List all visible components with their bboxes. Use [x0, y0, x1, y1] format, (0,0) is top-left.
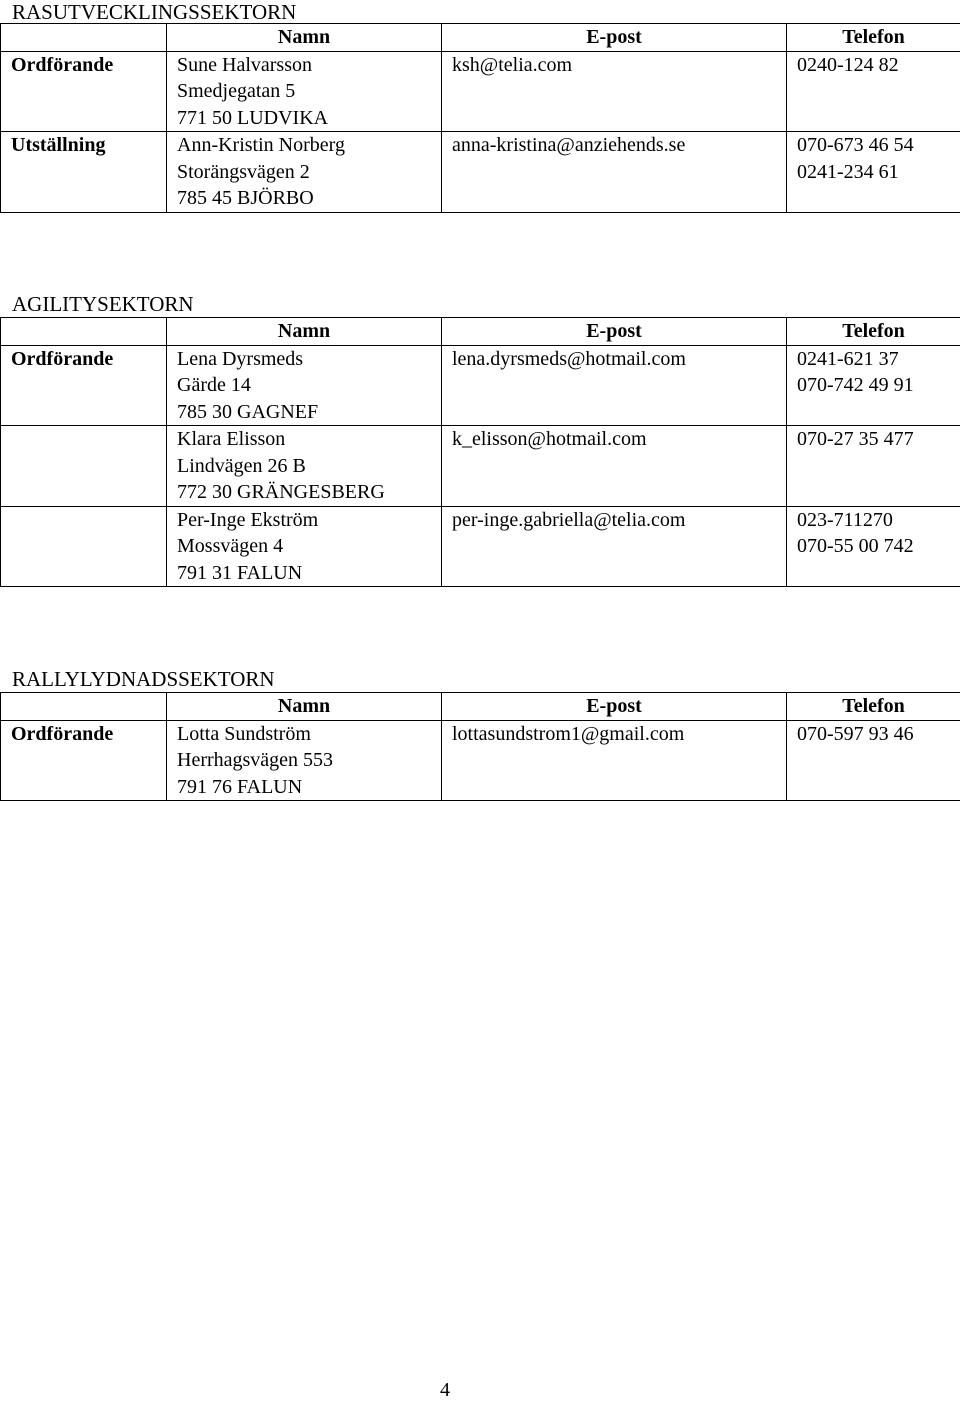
header-telefon: Telefon: [787, 693, 960, 721]
email-cell[interactable]: lottasundstrom1@gmail.com: [442, 720, 787, 801]
phone-primary: 0240-124 82: [797, 53, 899, 76]
phone-cell: [787, 426, 960, 507]
contact-name: Sune Halvarsson: [177, 53, 312, 76]
phone-cell: [787, 51, 960, 132]
phone-cell: [787, 720, 960, 801]
header-telefon: Telefon: [787, 318, 960, 346]
contact-street: Smedjegatan 5: [177, 80, 296, 102]
role-cell: Utställning: [1, 132, 167, 213]
contact-street: Storängsvägen 2: [177, 160, 310, 183]
contact-street: Lindvägen 26 B: [177, 454, 306, 477]
name-cell: [167, 720, 442, 801]
rasutveckling-table: [0, 23, 960, 213]
role-cell: Ordförande: [1, 51, 167, 132]
phone-primary: 0241-621 37: [797, 347, 899, 370]
name-cell: [167, 426, 442, 507]
role-cell: [1, 506, 167, 587]
phone-secondary: 0241-234 61: [797, 160, 899, 183]
table-header-row: [1, 693, 960, 721]
email-cell[interactable]: ksh@telia.com: [442, 51, 787, 132]
header-epost: E-post: [442, 24, 787, 52]
contact-city: 785 45 BJÖRBO: [177, 187, 314, 209]
name-cell: [167, 132, 442, 213]
phone-primary: 070-27 35 477: [797, 428, 914, 450]
role-cell: Ordförande: [1, 720, 167, 801]
table-row: [1, 51, 960, 132]
phone-primary: 023-711270: [797, 508, 893, 531]
contact-name: Per-Inge Ekström: [177, 508, 319, 531]
contact-city: 772 30 GRÄNGESBERG: [177, 481, 385, 503]
contact-street: Gärde 14: [177, 374, 251, 396]
header-epost: E-post: [442, 693, 787, 721]
page-number: 4: [440, 1379, 450, 1401]
rallylydnad-table: [0, 692, 960, 801]
contact-name: Lotta Sundström: [177, 722, 311, 745]
table-header-row: [1, 318, 960, 346]
contact-name: Ann-Kristin Norberg: [177, 134, 345, 156]
phone-secondary: 070-742 49 91: [797, 374, 914, 396]
contact-city: 771 50 LUDVIKA: [177, 106, 329, 129]
email-cell[interactable]: lena.dyrsmeds@hotmail.com: [442, 345, 787, 426]
phone-secondary: 070-55 00 742: [797, 535, 914, 557]
phone-cell: [787, 506, 960, 587]
header-role-empty: [1, 693, 167, 721]
phone-cell: [787, 132, 960, 213]
section-title-rallylydnad: RALLYLYDNADSSEKTORN: [12, 667, 275, 691]
table-row: [1, 426, 960, 507]
table-row: [1, 720, 960, 801]
name-cell: [167, 506, 442, 587]
email-cell[interactable]: k_elisson@hotmail.com: [442, 426, 787, 507]
email-cell[interactable]: anna-kristina@anziehends.se: [442, 132, 787, 213]
email-cell[interactable]: per-inge.gabriella@telia.com: [442, 506, 787, 587]
header-role-empty: [1, 318, 167, 346]
header-telefon: Telefon: [787, 24, 960, 52]
phone-primary: 070-673 46 54: [797, 134, 914, 156]
name-cell: [167, 345, 442, 426]
header-namn: Namn: [167, 24, 442, 52]
table-row: [1, 345, 960, 426]
contact-city: 785 30 GAGNEF: [177, 400, 319, 423]
agility-table: [0, 317, 960, 587]
phone-cell: [787, 345, 960, 426]
table-row: [1, 132, 960, 213]
contact-street: Herrhagsvägen 553: [177, 749, 334, 771]
header-role-empty: [1, 24, 167, 52]
name-cell: [167, 51, 442, 132]
section-title-rasutveckling: RASUTVECKLINGSSEKTORN: [12, 0, 297, 24]
phone-primary: 070-597 93 46: [797, 722, 914, 745]
contact-street: Mossvägen 4: [177, 535, 284, 557]
contact-city: 791 76 FALUN: [177, 775, 303, 798]
contact-name: Klara Elisson: [177, 428, 286, 450]
header-namn: Namn: [167, 318, 442, 346]
role-cell: Ordförande: [1, 345, 167, 426]
header-namn: Namn: [167, 693, 442, 721]
table-row: [1, 506, 960, 587]
contact-name: Lena Dyrsmeds: [177, 347, 304, 370]
contact-city: 791 31 FALUN: [177, 561, 303, 584]
role-cell: [1, 426, 167, 507]
header-epost: E-post: [442, 318, 787, 346]
table-header-row: [1, 24, 960, 52]
section-title-agility: AGILITYSEKTORN: [12, 292, 194, 316]
